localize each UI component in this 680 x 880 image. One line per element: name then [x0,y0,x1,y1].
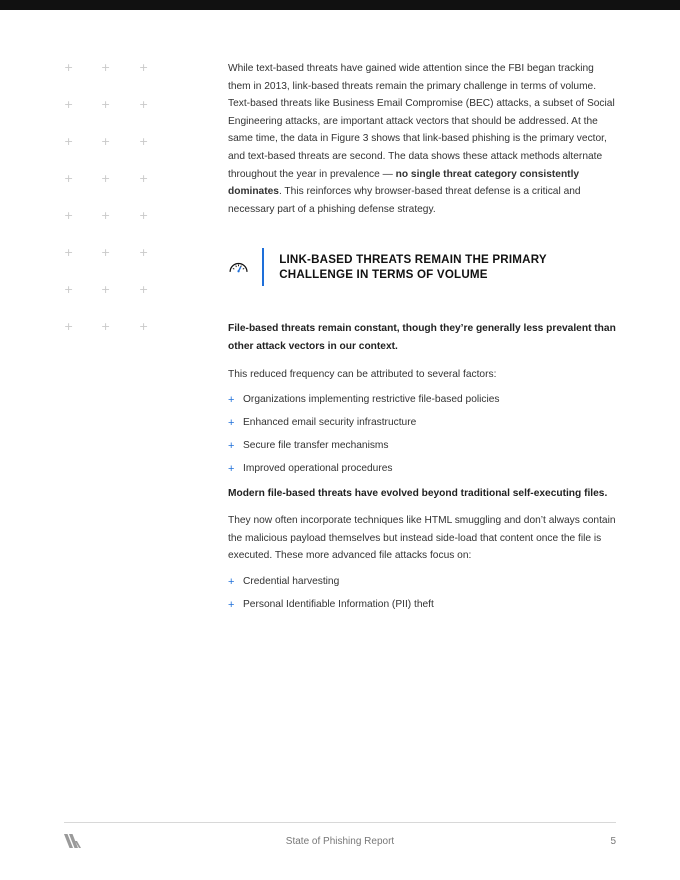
intro-bold-text: no single threat category consistently dominates [228,168,580,198]
main-content [228,60,616,621]
list-item-text: Organizations implementing restrictive file-based policies [243,394,500,406]
list-item-text: Enhanced email security infrastructure [243,416,417,428]
list-item [228,439,616,453]
top-bar [0,0,680,10]
section2-bold-paragraph: Modern file-based threats have evolved beyond traditional self-executing files. [228,487,608,499]
list-item-text: Improved operational procedures [243,462,393,474]
page-number: 5 [610,836,616,847]
callout-heading: LINK-BASED THREATS REMAIN THE PRIMARY CHALLENGE IN TERMS OF VOLUME [279,253,547,282]
callout [228,248,616,286]
plus-bullet-icon: + [228,394,235,407]
list-item [228,575,616,589]
plus-bullet-icon: + [228,575,235,588]
list-item [228,393,616,407]
plus-bullet-icon: + [228,598,235,611]
gauge-icon [228,257,249,277]
intro-text-start: While text-based threats have gained wide attention since the FBI began tracking them in 2013, link-based threats remain the primary challenge in terms of volume. Text-based threats like Business Email Compromise (BEC) attacks, a subset of Social Engineering attacks, are important attack vectors that should be addressed. At the same time, the data in Figure 3 shows that link-based phishing is the primary vector, and text-based threats are second. The data shows these attack methods alternate throughout the year in prevalence — [228,63,615,180]
plus-bullet-icon: + [228,416,235,429]
list-item-text: Secure file transfer mechanisms [243,439,389,451]
callout-accent-rule [262,248,264,286]
section1-paragraph: This reduced frequency can be attributed to several factors: [228,368,497,380]
section1-bullet-list [228,393,616,475]
footer-title: State of Phishing Report [285,836,395,847]
section1-bold-paragraph: File-based threats remain constant, though they’re generally less prevalent than other attack vectors in our context. [228,323,616,352]
section2-paragraph: They now often incorporate techniques like HTML smuggling and don’t always contain the malicious payload themselves but instead side-load that content once the file is executed. These more advanced file attacks focus on: [228,515,616,562]
list-item [228,598,616,612]
intro-text-end: . This reinforces why browser-based threat defense is a critical and necessary part of a phishing defense strategy. [228,186,581,215]
section2-bullet-list [228,575,616,612]
list-item [228,416,616,430]
list-item-text: Credential harvesting [243,575,340,587]
plus-bullet-icon: + [228,462,235,475]
plus-bullet-icon: + [228,439,235,452]
footer-divider [64,822,616,823]
list-item-text: Personal Identifiable Information (PII) theft [243,598,434,610]
list-item [228,462,616,476]
intro-paragraph [228,60,616,218]
